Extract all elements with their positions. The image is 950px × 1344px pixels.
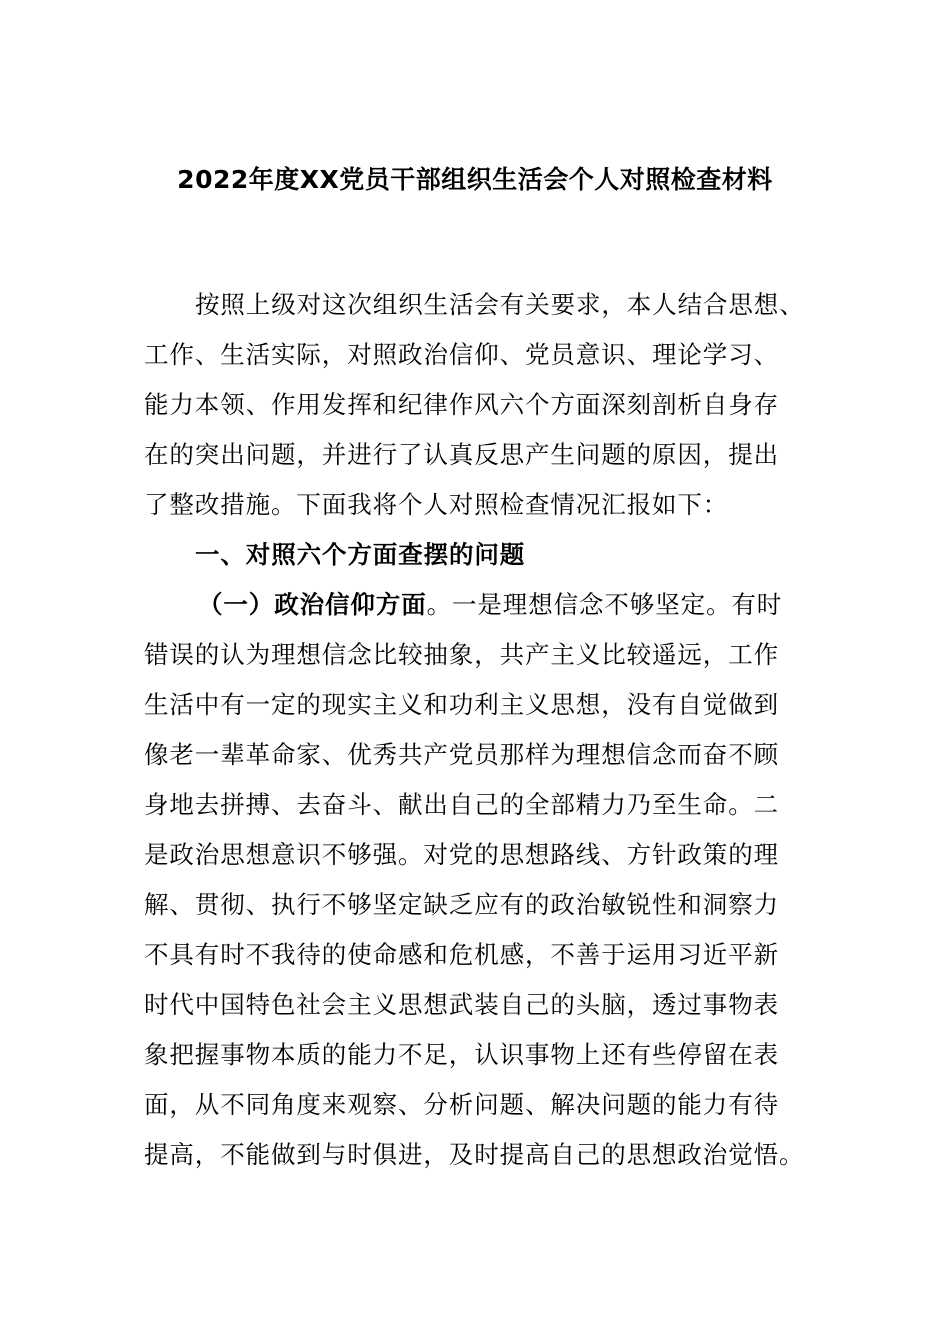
subsection-line-1: 错误的认为理想信念比较抽象，共产主义比较遥远，工作 [144, 640, 779, 669]
subsection-line-7: 不具有时不我待的使命感和危机感，不善于运用习近平新 [144, 940, 779, 969]
subsection-heading: （一）政治信仰方面 [198, 590, 427, 619]
subsection-line-2: 生活中有一定的现实主义和功利主义思想，没有自觉做到 [144, 690, 779, 719]
subsection-line-6: 解、贯彻、执行不够坚定缺乏应有的政治敏锐性和洞察力 [144, 890, 779, 919]
intro-line-1: 按照上级对这次组织生活会有关要求，本人结合思想、 [195, 290, 805, 319]
section-heading: 一、对照六个方面查摆的问题 [195, 540, 526, 569]
subsection-line-11: 提高，不能做到与时俱进，及时提高自己的思想政治觉悟。 [144, 1140, 805, 1169]
subsection-first-line-rest: 。一是理想信念不够坚定。有时 [426, 590, 783, 619]
subsection-line-8: 时代中国特色社会主义思想武装自己的头脑，透过事物表 [144, 990, 779, 1019]
document-body [144, 280, 824, 1180]
intro-line-3: 能力本领、作用发挥和纪律作风六个方面深刻剖析自身存 [144, 390, 779, 419]
document-title: 2022年度XX党员干部组织生活会个人对照检查材料 [177, 165, 773, 194]
subsection-first-line [144, 580, 824, 630]
intro-line-5: 了整改措施。下面我将个人对照检查情况汇报如下： [144, 490, 729, 519]
subsection-line-9: 象把握事物本质的能力不足，认识事物上还有些停留在表 [144, 1040, 779, 1069]
intro-line-2: 工作、生活实际，对照政治信仰、党员意识、理论学习、 [144, 340, 779, 369]
subsection-line-3: 像老一辈革命家、优秀共产党员那样为理想信念而奋不顾 [144, 740, 779, 769]
subsection-line-4: 身地去拼搏、去奋斗、献出自己的全部精力乃至生命。二 [144, 790, 779, 819]
subsection-line-10: 面，从不同角度来观察、分析问题、解决问题的能力有待 [144, 1090, 779, 1119]
subsection-line-5: 是政治思想意识不够强。对党的思想路线、方针政策的理 [144, 840, 779, 869]
intro-line-4: 在的突出问题，并进行了认真反思产生问题的原因，提出 [144, 440, 779, 469]
